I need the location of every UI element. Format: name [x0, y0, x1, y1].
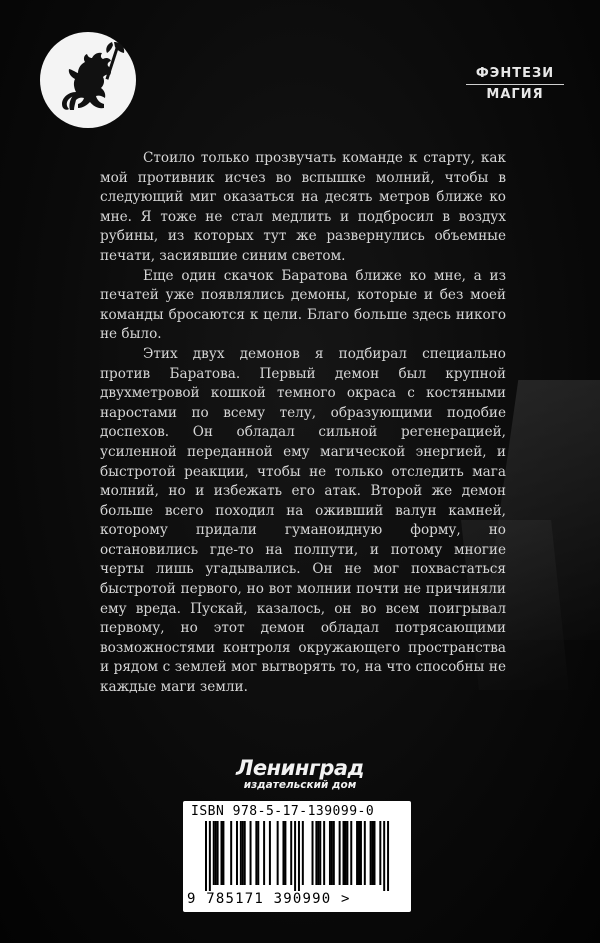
barcode-panel [183, 801, 411, 912]
genre-label [460, 66, 570, 103]
barcode-bar [302, 821, 304, 885]
genre-magic: МАГИЯ [486, 87, 544, 102]
barcode-bar [315, 821, 317, 885]
isbn-text: ISBN 978-5-17-139099-0 [191, 804, 375, 819]
blurb-paragraph-1: Стоило только прозвучать команде к старту, как мой противник исчез во вспышке молний, чтобы в следующий миг оказаться на десять метров ближе ко мне. Я тоже не стал медлить и подбросил в воздух рубины, из которых тут же развернулись объемные печати, засиявшие синим светом. [100, 150, 506, 264]
barcode-bars [193, 821, 401, 891]
publisher-subtitle: издательский дом [243, 779, 357, 791]
barcode-bar [255, 821, 257, 885]
barcode-bar [282, 821, 284, 885]
barcode-bar [343, 821, 345, 885]
barcode-bar [220, 821, 222, 885]
barcode-bar [236, 821, 238, 885]
barcode-bar [331, 821, 333, 885]
barcode-bar [222, 821, 224, 885]
barcode-bar [230, 821, 232, 885]
barcode-bar [383, 821, 385, 891]
barcode-bar [360, 821, 362, 885]
barcode-bar [298, 821, 300, 891]
book-blurb [100, 149, 506, 698]
barcode-bar [329, 821, 331, 885]
barcode-digits: 9 785171 390990 > [187, 891, 351, 907]
barcode-bar [312, 821, 314, 885]
barcode-bar [209, 821, 211, 891]
barcode-bar [319, 821, 321, 885]
genre-divider [466, 84, 564, 85]
barcode-bar [333, 821, 335, 885]
barcode-bar [356, 821, 358, 885]
publisher-emblem [40, 32, 136, 128]
barcode-bar [217, 821, 219, 885]
barcode-bar [242, 821, 244, 885]
lion-rampant-icon [40, 32, 136, 128]
barcode-bar [317, 821, 319, 885]
barcode-bar [344, 821, 346, 885]
barcode-bar [263, 821, 265, 885]
barcode-bar [294, 821, 296, 891]
barcode-bar [269, 821, 271, 885]
barcode-bar [358, 821, 360, 885]
genre-fantasy: ФЭНТЕЗИ [475, 66, 555, 81]
barcode-bar [350, 821, 352, 885]
barcode-bar [370, 821, 372, 885]
barcode-bar [205, 821, 207, 891]
barcode-bar [284, 821, 286, 885]
barcode-bar [379, 821, 381, 885]
barcode-bar [213, 821, 215, 885]
blurb-paragraph-3: Этих двух демонов я подбирал специально против Баратова. Первый демон был крупной двухметровой кошкой темного окраса с костяными наростами по всему телу, образующими подобие доспехов. Он обладал сильной регенерацией, усиленной переданной ему магической энергией, и быстротой реакции, чтобы не только отследить мага молний, но и избежать его атак. Второй же демон больше всего походил на оживший валун камней, которому придали гуманоидную форму, но остановились где-то на полпути, и потому многие черты лишь угадывались. Он не мог похвастаться быстротой первого, но вот молнии почти не причиняли ему вреда. Пускай, казалось, он во всем поигрывал первому, но этот демон обладал потрясающими возможностями контроля окружающего пространства и рядом с землей мог вытворять то, на что способны не каждые маги земли. [100, 345, 506, 696]
barcode-bar [244, 821, 246, 885]
barcode-bar [346, 821, 348, 885]
barcode-bar [323, 821, 325, 885]
barcode-bar [277, 821, 279, 885]
barcode-bar [290, 821, 292, 885]
barcode-bar [364, 821, 366, 885]
barcode-bar [339, 821, 341, 885]
barcode-bar [215, 821, 217, 885]
publisher-name: Ленинград [235, 756, 365, 780]
barcode-bar [240, 821, 242, 885]
publisher-logo [210, 757, 390, 791]
barcode-bar [372, 821, 374, 885]
barcode-bar [257, 821, 259, 885]
blurb-paragraph-2: Еще один скачок Баратова ближе ко мне, а из печатей уже появлялись демоны, которые и без моей команды бросаются к цели. Благо больше здесь никого не было. [100, 267, 506, 343]
barcode-bar [374, 821, 376, 885]
barcode-bar [250, 821, 252, 885]
barcode-bar [387, 821, 389, 891]
